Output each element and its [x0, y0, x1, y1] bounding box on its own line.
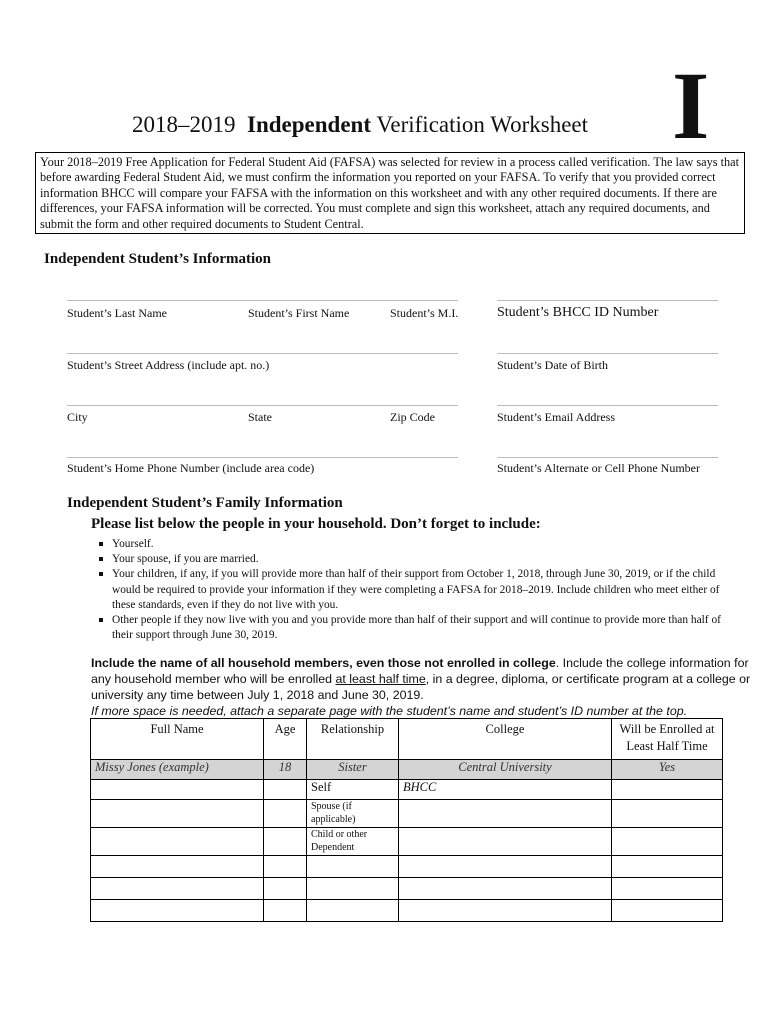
spouse-relationship-cell: Spouse (if applicable) [307, 800, 399, 828]
col-enrolled: Will be Enrolled at Least Half Time [612, 719, 723, 760]
spouse-row [91, 800, 723, 828]
example-college: Central University [399, 760, 612, 780]
blank-cell[interactable] [612, 900, 723, 922]
self-relationship-cell: Self [307, 780, 399, 800]
info-heading: Independent Student’s Information [44, 251, 271, 267]
bullet-item: Yourself. [97, 537, 727, 552]
zip-label: Zip Code [390, 410, 435, 424]
title-rest: Verification Worksheet [376, 112, 589, 137]
city-field-line[interactable] [67, 405, 458, 406]
bullet-item: Your spouse, if you are married. [97, 552, 727, 567]
self-age-cell[interactable] [264, 780, 307, 800]
table-row [91, 878, 723, 900]
instructions-italic-note: If more space is needed, attach a separate page with the student’s name and student’s ID number at the top. [91, 704, 688, 718]
instructions-bold: Include the name of all household members, even those not enrolled in college [91, 656, 556, 670]
blank-cell[interactable] [264, 900, 307, 922]
last-name-label: Student’s Last Name [67, 306, 167, 320]
page-title [132, 112, 588, 138]
dependent-relationship-cell: Child or other Dependent [307, 828, 399, 856]
self-name-cell[interactable] [91, 780, 264, 800]
street-field-line[interactable] [67, 353, 458, 354]
blank-cell[interactable] [307, 878, 399, 900]
title-bold-word: Independent [247, 112, 371, 137]
city-label: City [67, 410, 88, 424]
mi-label: Student’s M.I. [390, 306, 459, 320]
col-college: College [399, 719, 612, 760]
dependent-name-cell[interactable] [91, 828, 264, 856]
household-bullets [97, 537, 727, 643]
spouse-age-cell[interactable] [264, 800, 307, 828]
table-row [91, 856, 723, 878]
blank-cell[interactable] [307, 900, 399, 922]
dependent-age-cell[interactable] [264, 828, 307, 856]
home-phone-field-line[interactable] [67, 457, 458, 458]
example-age: 18 [264, 760, 307, 780]
blank-cell[interactable] [91, 856, 264, 878]
email-label: Student’s Email Address [497, 410, 615, 424]
intro-box: Your 2018–2019 Free Application for Federal Student Aid (FAFSA) was selected for review in a process called verification. The law says that before awarding Federal Student Aid, we must confirm the information you reported on your FAFSA. To verify that you provided correct information BHCC will compare your FAFSA with the information on this worksheet and with any other required documents. If there are differences, your FAFSA information will be corrected. You must complete and sign this worksheet, attach any required documents, and submit the form and other required documents to Student Central. [35, 152, 745, 234]
household-list-heading: Please list below the people in your household. Don’t forget to include: [91, 516, 541, 532]
instructions-underline: at least half time [335, 672, 426, 686]
alt-phone-field-line[interactable] [497, 457, 718, 458]
spouse-enrolled-cell[interactable] [612, 800, 723, 828]
spouse-name-cell[interactable] [91, 800, 264, 828]
title-years: 2018–2019 [132, 112, 236, 137]
instructions-text-1: . Include the college information for any household member who will be enrolled [91, 656, 749, 686]
instructions-text-2: , in a degree, diploma, or certificate program at a college or university any time between July 1, 2018 and June 30, 2019. [91, 672, 751, 702]
blank-cell[interactable] [612, 856, 723, 878]
email-field-line[interactable] [497, 405, 718, 406]
bullet-item: Other people if they now live with you and you provide more than half of their support and will continue to provide more than half of their support through June 30, 2019. [97, 613, 727, 643]
bullet-item: Your children, if any, if you will provide more than half of their support from October 1, 2018, through June 30, 2019, or if the child would be required to provide your information if they were completing a FAFSA for 2018–2019. Include children who meet either of these standards, even if they do not live with you. [97, 567, 727, 613]
family-heading: Independent Student’s Family Information [67, 495, 343, 511]
street-label: Student’s Street Address (include apt. no.) [67, 358, 270, 372]
self-enrolled-cell[interactable] [612, 780, 723, 800]
bhcc-id-label: Student’s BHCC ID Number [497, 305, 659, 320]
home-phone-label: Student’s Home Phone Number (include area code) [67, 461, 315, 475]
example-row [91, 760, 723, 780]
example-enrolled: Yes [612, 760, 723, 780]
blank-cell[interactable] [399, 900, 612, 922]
form-letter: I [672, 52, 710, 159]
dependent-college-cell[interactable] [399, 828, 612, 856]
self-row [91, 780, 723, 800]
col-relationship: Relationship [307, 719, 399, 760]
household-table [90, 718, 723, 922]
dob-label: Student’s Date of Birth [497, 358, 608, 372]
example-name: Missy Jones (example) [91, 760, 264, 780]
alt-phone-label: Student’s Alternate or Cell Phone Number [497, 461, 700, 475]
dependent-row [91, 828, 723, 856]
blank-cell[interactable] [399, 878, 612, 900]
blank-cell[interactable] [264, 856, 307, 878]
example-relationship: Sister [307, 760, 399, 780]
id-field-line[interactable] [497, 300, 718, 301]
blank-cell[interactable] [307, 856, 399, 878]
dob-field-line[interactable] [497, 353, 718, 354]
table-row [91, 900, 723, 922]
blank-cell[interactable] [91, 900, 264, 922]
blank-cell[interactable] [91, 878, 264, 900]
blank-cell[interactable] [264, 878, 307, 900]
state-label: State [248, 410, 272, 424]
blank-cell[interactable] [612, 878, 723, 900]
table-header-row [91, 719, 723, 760]
self-college-cell: BHCC [399, 780, 612, 800]
dependent-enrolled-cell[interactable] [612, 828, 723, 856]
col-full-name: Full Name [91, 719, 264, 760]
spouse-college-cell[interactable] [399, 800, 612, 828]
instructions-paragraph [91, 655, 751, 719]
col-age: Age [264, 719, 307, 760]
first-name-label: Student’s First Name [248, 306, 350, 320]
blank-cell[interactable] [399, 856, 612, 878]
name-field-line[interactable] [67, 300, 458, 301]
